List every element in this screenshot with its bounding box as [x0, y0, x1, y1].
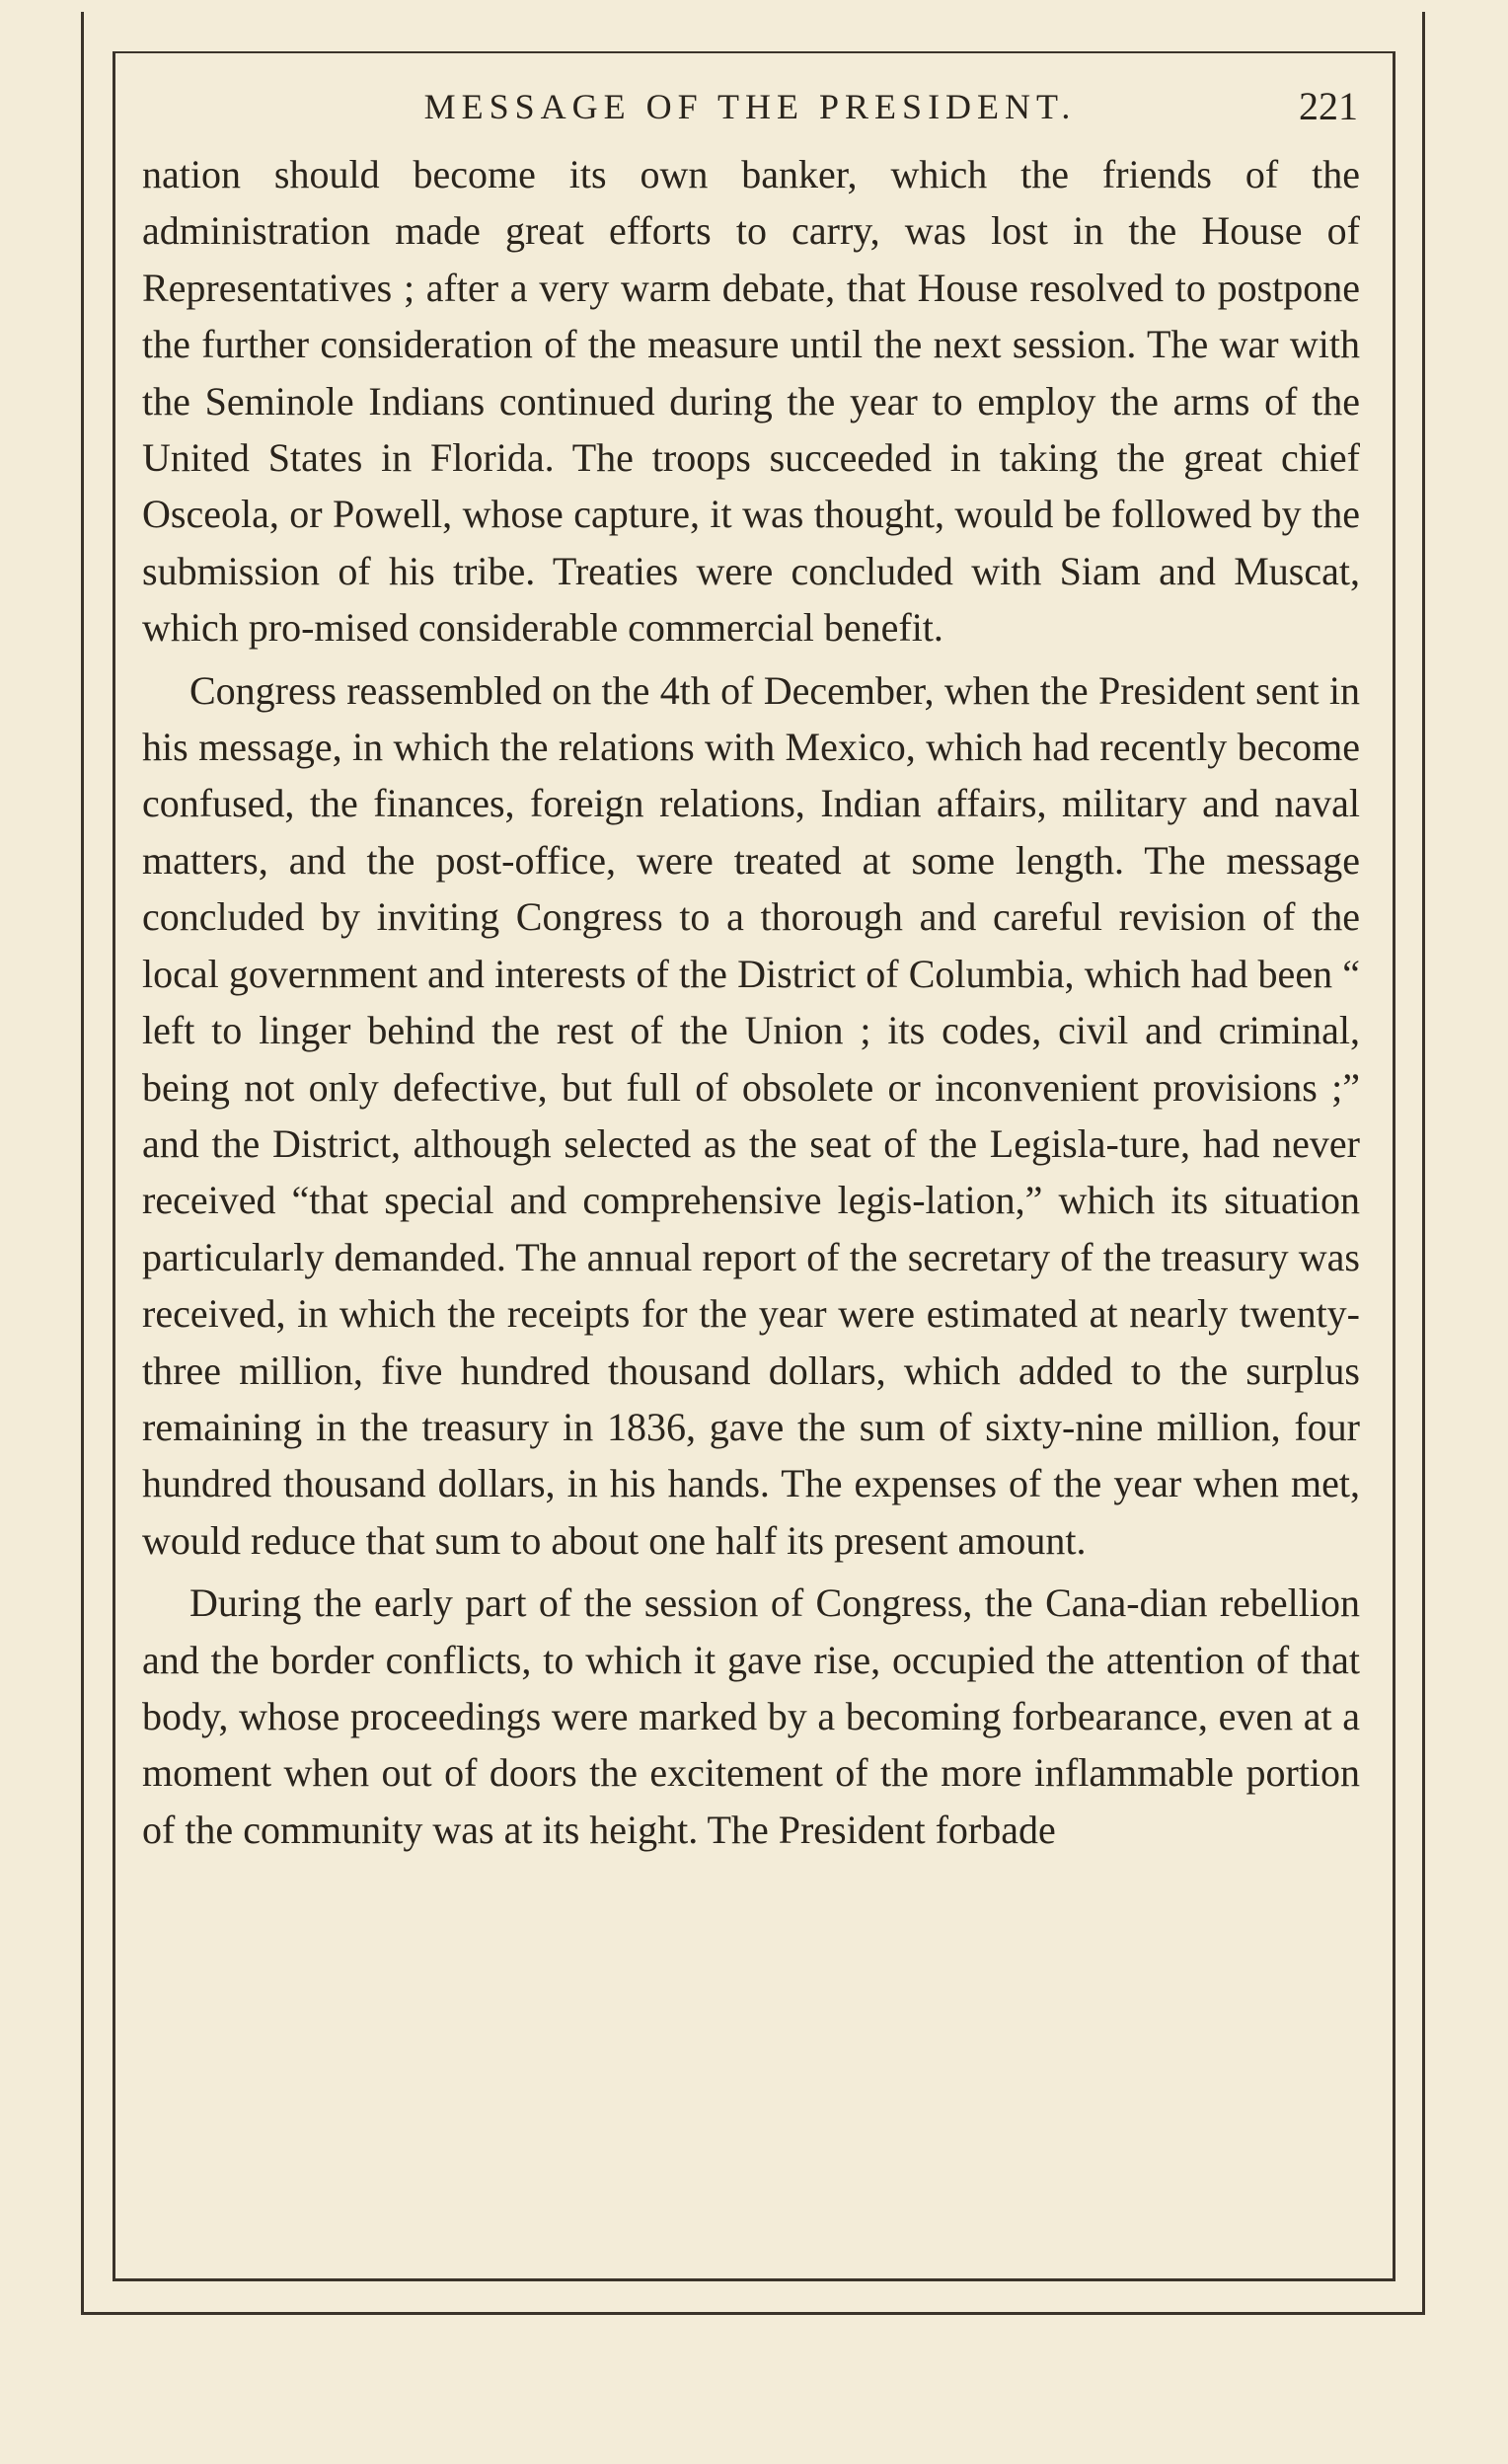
paragraph-3: During the early part of the session of Congress, the Cana-dian rebellion and the border conflicts, to which it gave rise, occupied the attention of that body, whose proceedings were marked by a becoming forbearance, even at a moment when out of doors the excitement of the more inflammable portion of the community was at its height. The President forbade: [142, 1580, 1360, 1852]
body-text: [142, 146, 1360, 1864]
paragraph-2: Congress reassembled on the 4th of December, when the President sent in his message, in which the relations with Mexico, which had recently become confused, the finances, foreign relations, Indian affairs, military and naval matters, and the post-office, were treated at some length. The message concluded by inviting Congress to a thorough and careful revision of the local government and interests of the District of Columbia, which had been “ left to linger behind the rest of the Union ; its codes, civil and criminal, being not only defective, but full of obsolete or inconvenient provisions ;” and the District, although selected as the seat of the Legisla-ture, had never received “that special and comprehensive legis-lation,” which its situation particularly demanded. The annual report of the secretary of the treasury was received, in which the receipts for the year were estimated at nearly twenty-three million, five hundred thousand dollars, which added to the surplus remaining in the treasury in 1836, gave the sum of sixty-nine million, four hundred thousand dollars, in his hands. The expenses of the year when met, would reduce that sum to about one half its present amount.: [142, 667, 1360, 1563]
paragraph-1: nation should become its own banker, which the friends of the administration made great efforts to carry, was lost in the House of Representatives ; after a very warm debate, that House resolved to postpone the further consideration of the measure until the next session. The war with the Seminole Indians continued during the year to employ the arms of the United States in Florida. The troops succeeded in taking the great chief Osceola, or Powell, whose capture, it was thought, would be followed by the submission of his tribe. Treaties were concluded with Siam and Muscat, which pro-mised considerable commercial benefit.: [142, 152, 1360, 651]
page-header: [142, 79, 1358, 134]
page-number: 221: [1299, 84, 1358, 128]
running-title: MESSAGE OF THE PRESIDENT.: [423, 87, 1077, 126]
